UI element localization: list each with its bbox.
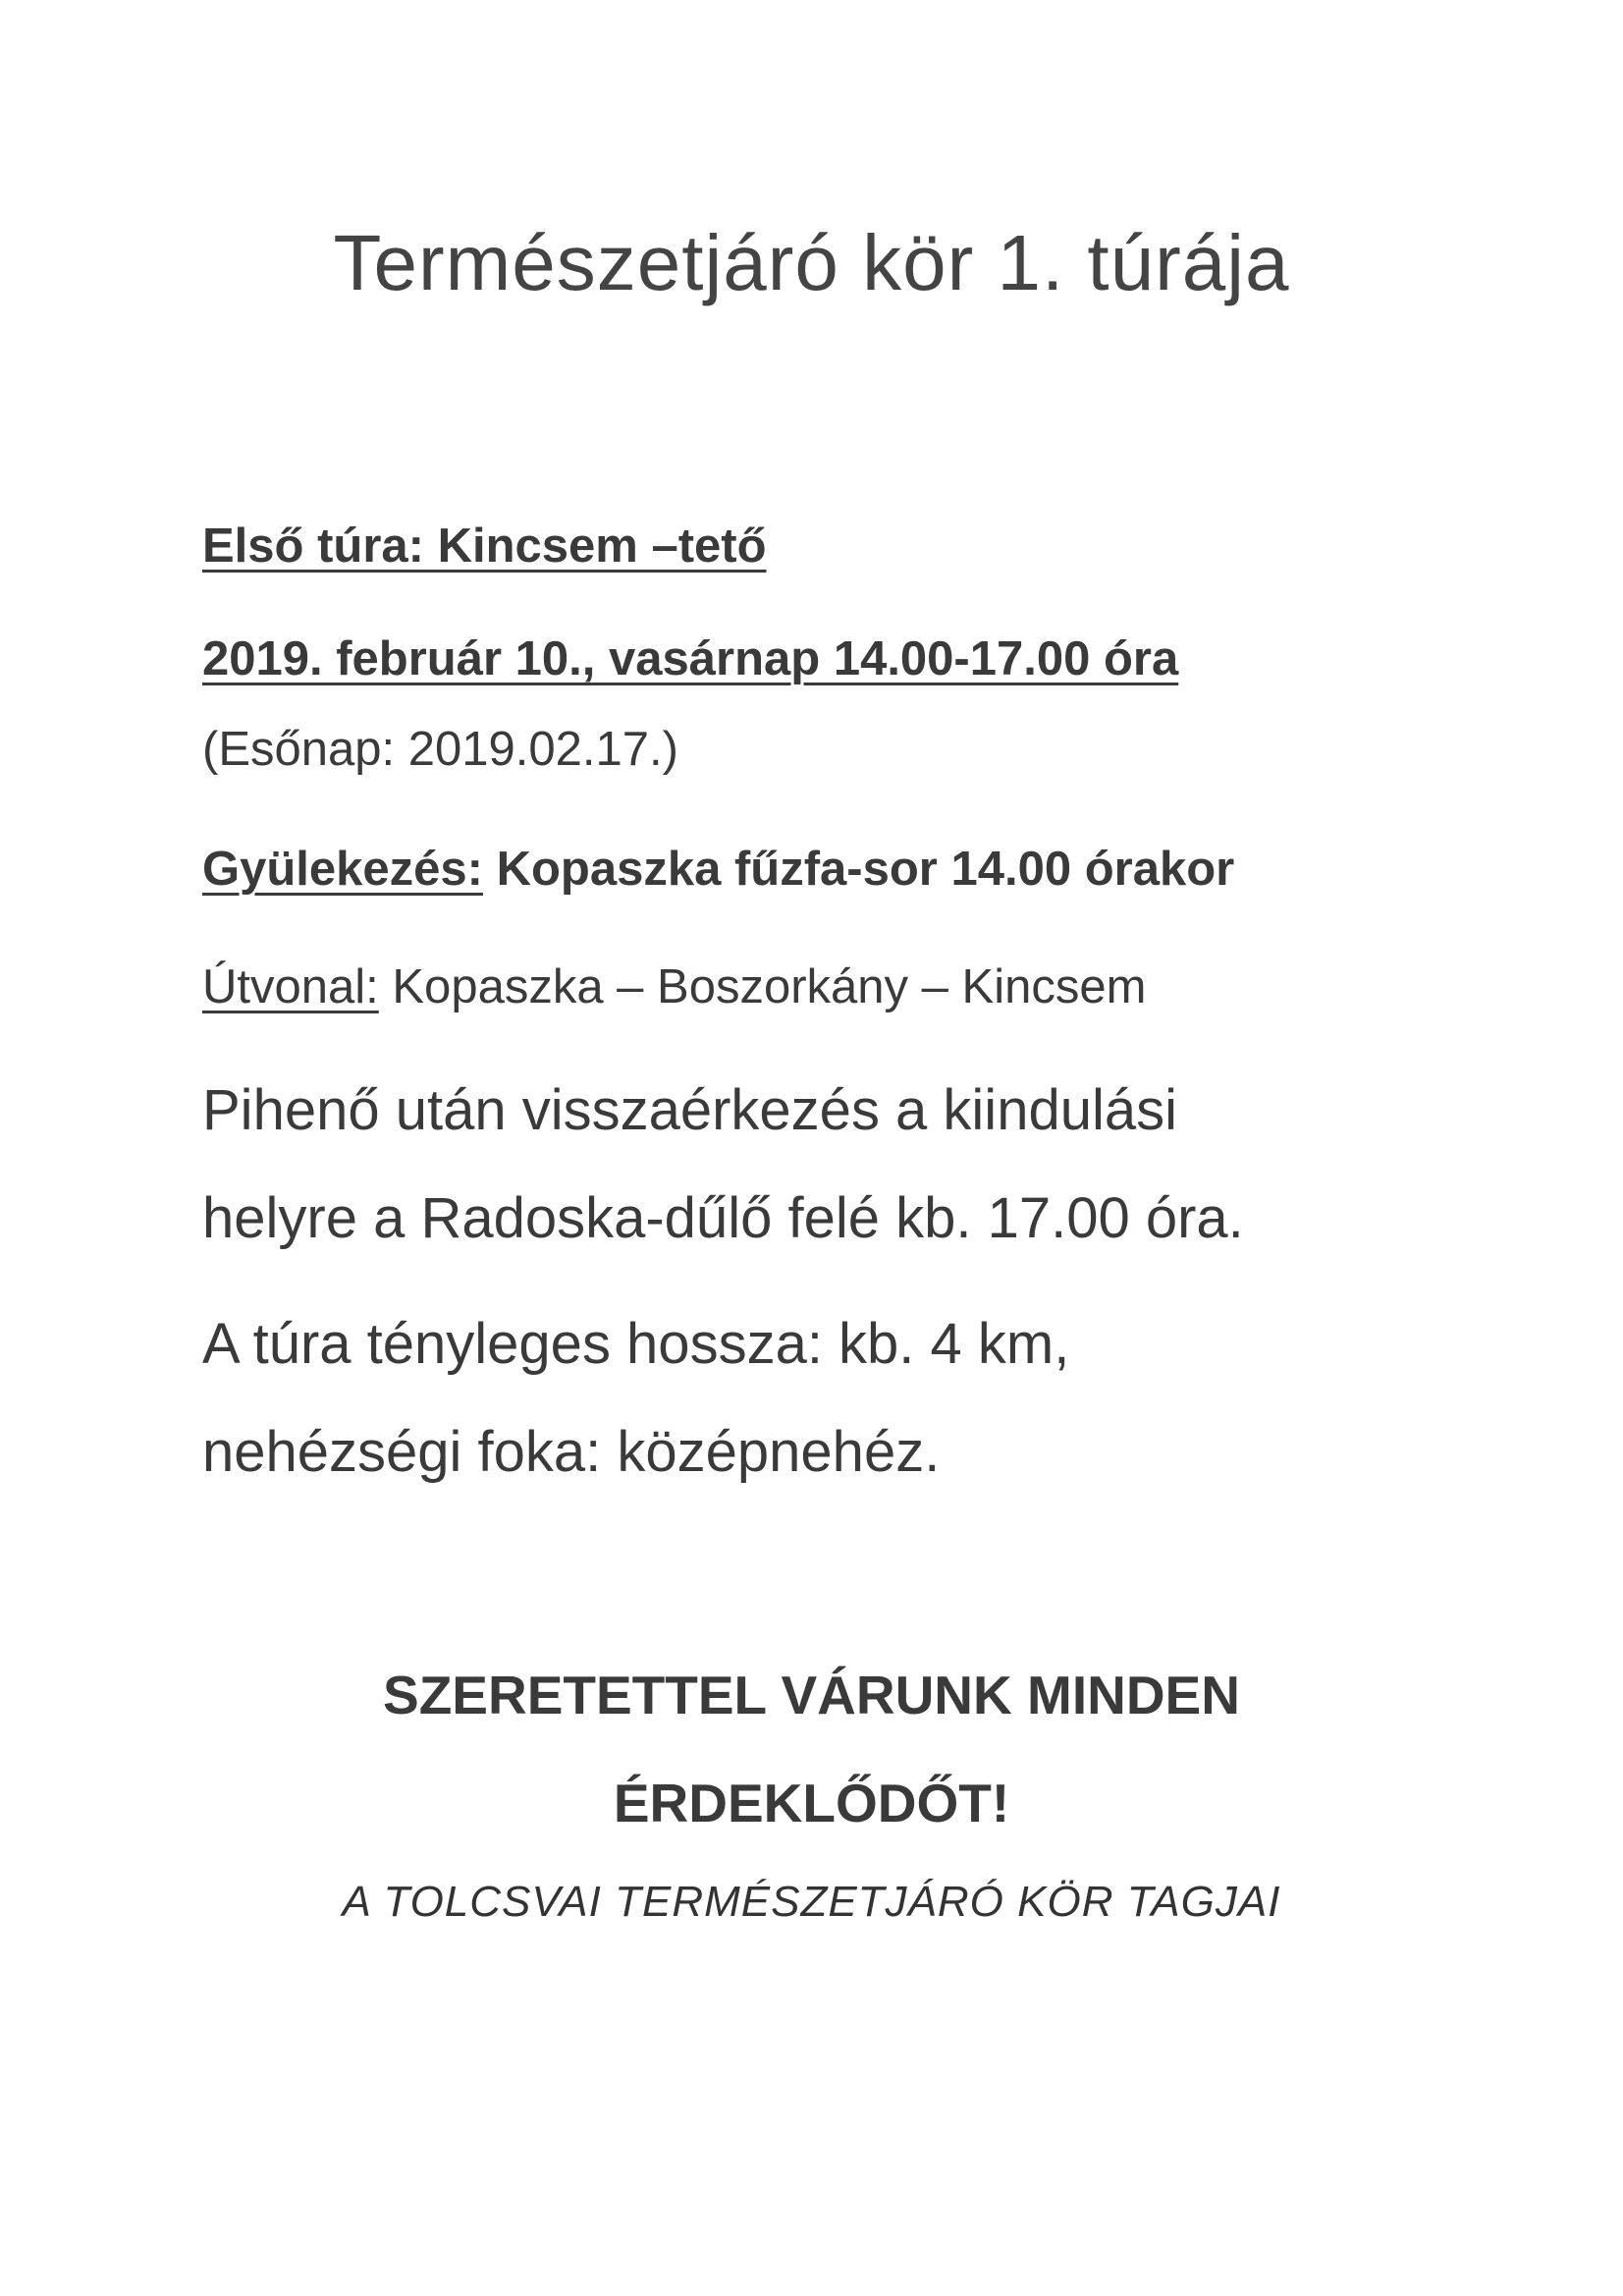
return-line-1: Pihenő után visszaérkezés a kiindulási xyxy=(202,1078,1177,1142)
length-line-1: A túra tényleges hossza: kb. 4 km, xyxy=(202,1312,1070,1376)
route-label: Útvonal: xyxy=(202,960,379,1013)
date-line: 2019. február 10., vasárnap 14.00-17.00 óra xyxy=(202,632,1179,685)
rain-date: (Esőnap: 2019.02.17.) xyxy=(202,723,678,776)
page-title: Természetjáró kör 1. túrája xyxy=(333,219,1290,306)
route-line xyxy=(202,959,1146,1014)
gathering-label: Gyülekezés: xyxy=(202,843,483,896)
gathering-value: Kopaszka fűzfa-sor 14.00 órakor xyxy=(483,843,1235,896)
route-value: Kopaszka – Boszorkány – Kincsem xyxy=(378,960,1147,1013)
gathering-line xyxy=(202,842,1234,897)
closing-line-2: ÉRDEKLŐDŐT! xyxy=(613,1773,1010,1833)
return-line-2: helyre a Radoska-dűlő felé kb. 17.00 óra. xyxy=(202,1186,1244,1250)
first-tour-heading: Első túra: Kincsem –tető xyxy=(202,519,767,573)
closing-line-1: SZERETETTEL VÁRUNK MINDEN xyxy=(383,1665,1240,1725)
length-line-2: nehézségi foka: középnehéz. xyxy=(202,1420,941,1484)
signature: A TOLCSVAI TERMÉSZETJÁRÓ KÖR TAGJAI xyxy=(342,1878,1281,1926)
